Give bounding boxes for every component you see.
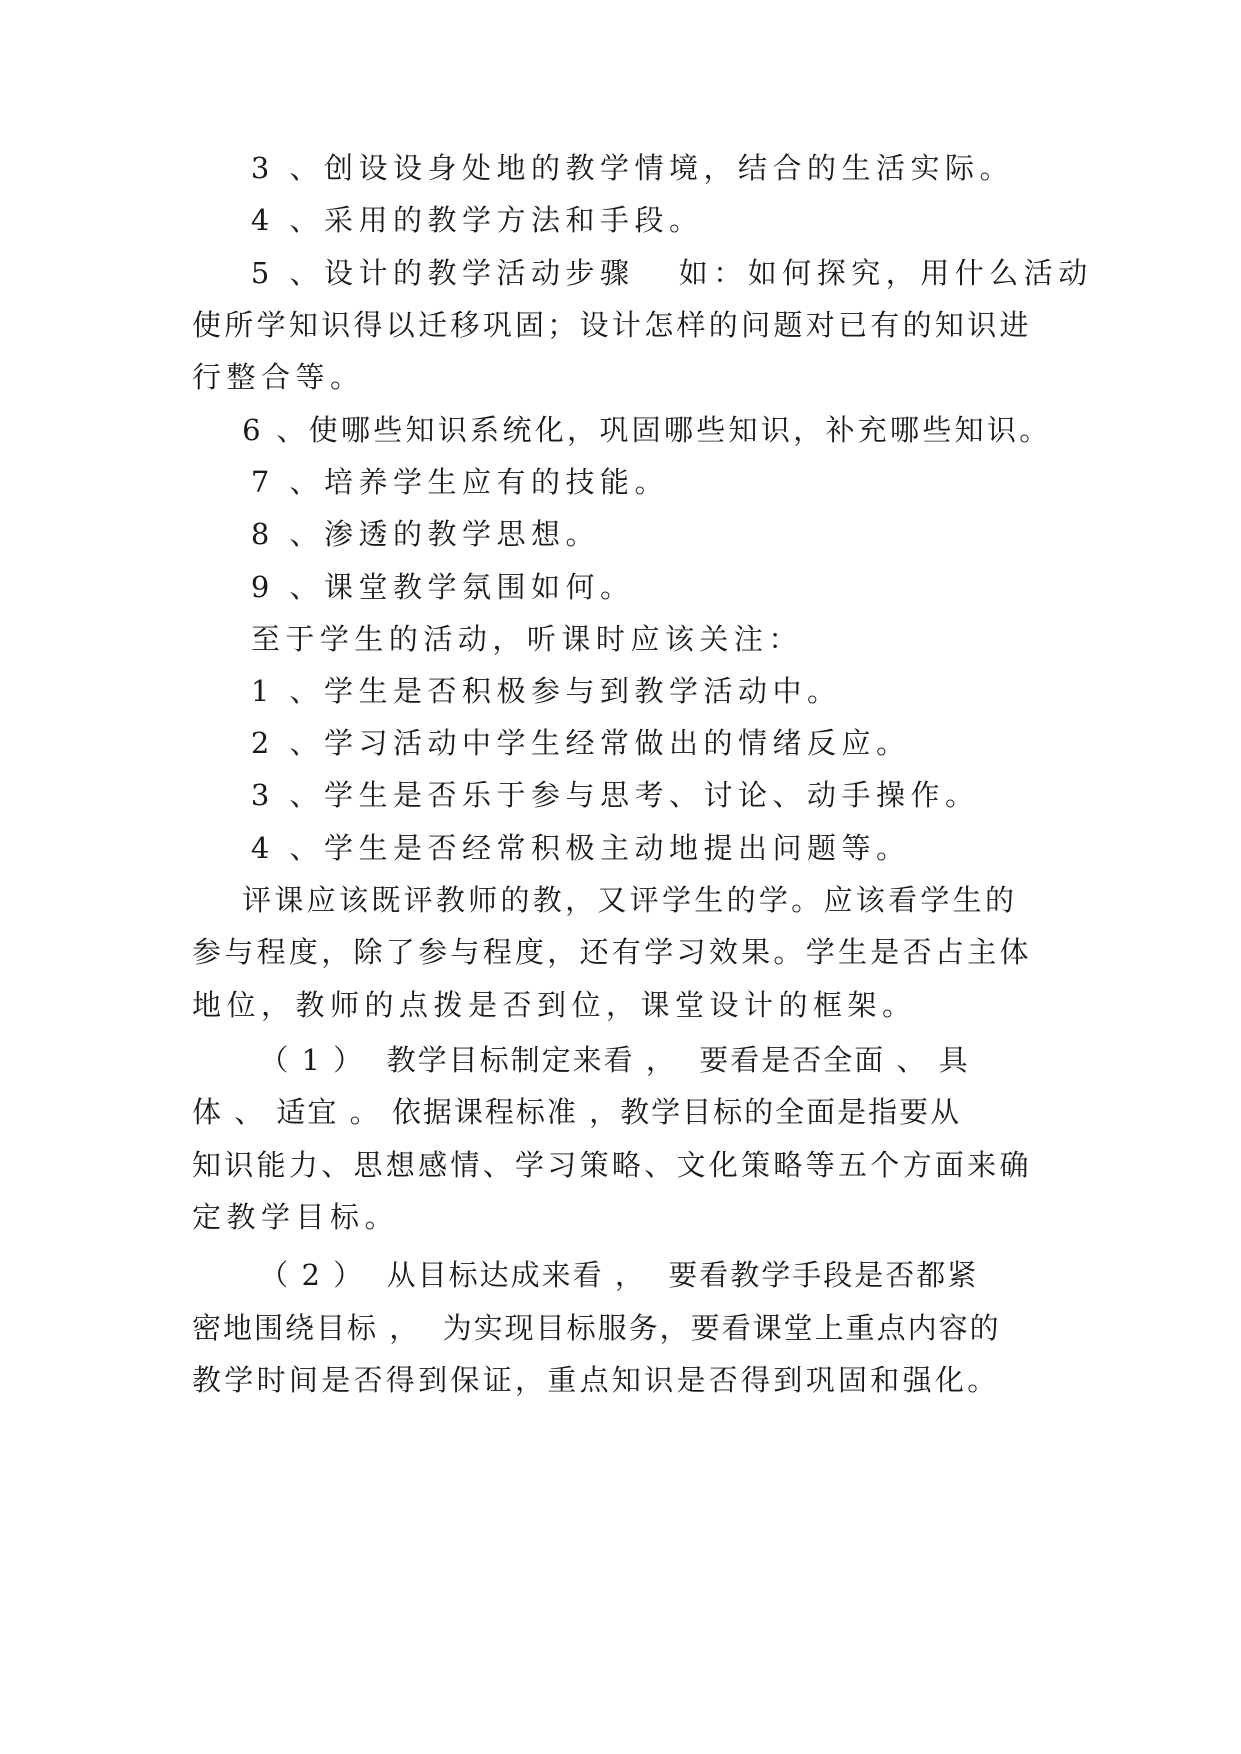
text-line: 定教学目标。: [192, 1200, 400, 1234]
text-line: 7 、培养学生应有的技能。: [192, 465, 670, 499]
text-line: 3 、学生是否乐于参与思考、讨论、动手操作。: [192, 778, 980, 812]
text-line: 5 、设计的教学活动步骤 如：如何探究，用什么活动: [192, 256, 1093, 290]
text-line: 参与程度，除了参与程度，还有学习效果。学生是否占主体: [192, 935, 1032, 969]
text-line: （ 2 ） 从目标达成来看 ， 要看教学手段是否都紧: [192, 1258, 979, 1292]
text-line: 行整合等。: [192, 360, 365, 394]
text-line: 评课应该既评教师的教，又评学生的学。应该看学生的: [192, 883, 1018, 917]
text-line: 4 、学生是否经常积极主动地提出问题等。: [192, 831, 911, 865]
text-line: 2 、学习活动中学生经常做出的情绪反应。: [192, 726, 911, 760]
text-line: 体 、 适宜 。 依据课程标准 ，教学目标的全面是指要从: [192, 1095, 962, 1129]
text-line: 3 、创设设身处地的教学情境，结合的生活实际。: [192, 151, 1015, 185]
text-line: （ 1 ） 教学目标制定来看 ， 要看是否全面 、 具: [192, 1043, 970, 1077]
text-line: 8 、渗透的教学思想。: [192, 517, 601, 551]
text-line: 地位，教师的点拨是否到位，课堂设计的框架。: [192, 988, 917, 1022]
text-line: 教学时间是否得到保证，重点知识是否得到巩固和强化。: [192, 1363, 1000, 1397]
text-line: 至于学生的活动，听课时应该关注：: [192, 622, 803, 656]
text-line: 4 、采用的教学方法和手段。: [192, 203, 704, 237]
text-line: 6 、使哪些知识系统化，巩固哪些知识，补充哪些知识。: [192, 413, 1052, 447]
text-line: 知识能力、思想感情、学习策略、文化策略等五个方面来确: [192, 1148, 1032, 1182]
text-line: 密地围绕目标 ， 为实现目标服务，要看课堂上重点内容的: [192, 1311, 1001, 1345]
text-line: 9 、课堂教学氛围如何。: [192, 570, 635, 604]
text-line: 1 、学生是否积极参与到教学活动中。: [192, 674, 842, 708]
text-line: 使所学知识得以迁移巩固；设计怎样的问题对已有的知识进: [192, 308, 1032, 342]
